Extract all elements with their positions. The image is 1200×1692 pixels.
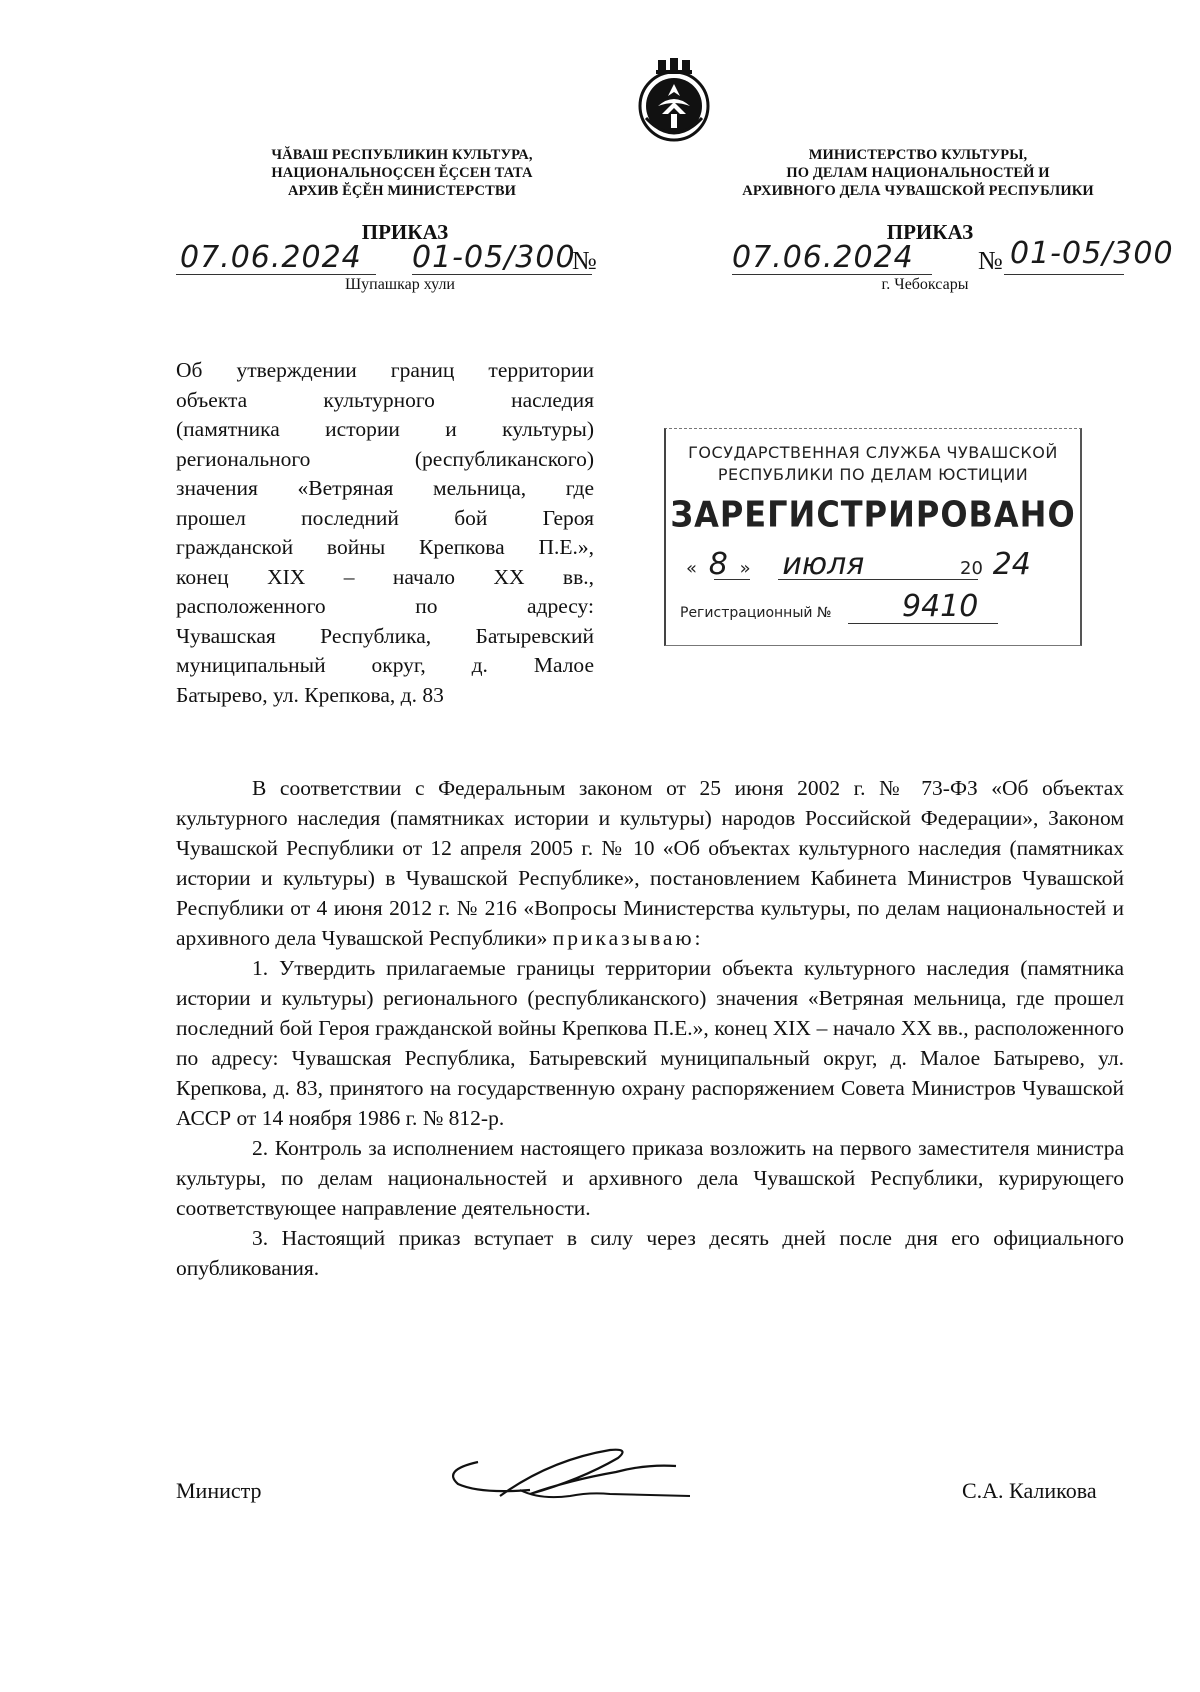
number-underline-left: [412, 274, 592, 275]
header-left-line: АРХИВ ĔÇĔН МИНИСТЕРСТВИ: [287, 183, 517, 199]
subject-line: объекта культурного наследия: [176, 387, 594, 412]
handwritten-date-left: 07.06.2024: [180, 240, 362, 275]
body-item-3: 3. Настоящий приказ вступает в силу через десять дней после дня его официального опубликования.: [176, 1226, 1124, 1280]
handwritten-number-left: 01-05/300: [412, 240, 576, 275]
header-left-line: НАЦИОНАЛЬНОÇСЕН ĔÇСЕН ТАТА: [271, 165, 533, 181]
order-body: [176, 773, 1124, 1283]
body-item-1: 1. Утвердить прилагаемые границы территории объекта культурного наследия (памятника истории и культуры) регионального (республиканского) значения «Ветряная мельница, где прошел последний бой Героя гражданской войны Крепкова П.Е.», конец XIX – начало XX вв., расположенного по адресу: Чувашская Республика, Батыревский муниципальный округ, д. Малое Батырево, ул. Крепкова, д. 83, принятого на государственную охрану распоряжением Совета Министров Чувашской АССР от 14 ноября 1986 г. № 812-р.: [176, 956, 1124, 1130]
city-right: г. Чебоксары: [881, 276, 969, 293]
number-sign-right: №: [978, 246, 1003, 275]
preamble-text: В соответствии с Федеральным законом от 25 июня 2002 г. № 73-ФЗ «Об объектах культурного наследия (памятниках истории и культуры) народов Российской Федерации», Законом Чувашской Республики от 12 апреля 2005 г. № 10 «Об объектах культурного наследия (памятниках истории и культуры) в Чувашской Республике», постановлением Кабинета Министров Чувашской Республики от 4 июня 2012 г. № 216 «Вопросы Министерства культуры, по делам национальностей и архивного дела Чувашской Республики»: [176, 776, 1124, 950]
header-left-line: ЧĂВАШ РЕСПУБЛИКИН КУЛЬТУРА,: [271, 147, 533, 163]
subject-line: конец XIX – начало XX вв.,: [176, 564, 594, 589]
stamp-agency-line1: ГОСУДАРСТВЕННАЯ СЛУЖБА ЧУВАШСКОЙ: [688, 443, 1058, 462]
doc-type-left: ПРИКАЗ: [361, 220, 449, 244]
header-right-line: МИНИСТЕРСТВО КУЛЬТУРЫ,: [808, 147, 1028, 163]
registration-stamp: [664, 428, 1082, 646]
stamp-registered-label: ЗАРЕГИСТРИРОВАНО: [670, 492, 1076, 536]
city-left: Шупашкар хули: [345, 276, 455, 293]
subject-line: расположенного по адресу:: [176, 594, 594, 618]
subject-line: (памятника истории и культуры): [176, 417, 594, 441]
signatory-title: Министр: [176, 1478, 262, 1503]
body-item-2: 2. Контроль за исполнением настоящего приказа возложить на первого заместителя министра культуры, по делам национальностей и архивного дела Чувашской Республики, курирующего соответствующее направление деятельности.: [176, 1136, 1124, 1220]
stamp-agency-line2: РЕСПУБЛИКИ ПО ДЕЛАМ ЮСТИЦИИ: [717, 465, 1029, 484]
doc-type-right: ПРИКАЗ: [886, 220, 974, 244]
stamp-quote-open: «: [686, 558, 698, 579]
number-sign-left: №: [572, 246, 597, 275]
subject-line: муниципальный округ, д. Малое: [176, 653, 594, 677]
date-underline-left: [176, 274, 376, 275]
header-right-line: АРХИВНОГО ДЕЛА ЧУВАШСКОЙ РЕСПУБЛИКИ: [742, 183, 1094, 199]
subject-line: гражданской войны Крепкова П.Е.»,: [176, 535, 594, 559]
subject-line: прошел последний бой Героя: [176, 505, 594, 530]
subject-line: Чувашская Республика, Батыревский: [176, 623, 594, 648]
signatory-name: С.А. Каликова: [962, 1478, 1097, 1503]
stamp-month-handwritten: июля: [782, 547, 865, 582]
stamp-quote-close: »: [739, 558, 751, 579]
stamp-day-underline: [714, 579, 750, 580]
subject-line: регионального (республиканского): [176, 446, 594, 471]
handwritten-date-right: 07.06.2024: [732, 240, 914, 275]
stamp-month-underline: [778, 579, 978, 580]
stamp-reg-underline: [848, 623, 998, 624]
date-underline-right: [732, 274, 932, 275]
stamp-year-prefix: 20: [960, 558, 983, 579]
subject-line: Батырево, ул. Крепкова, д. 83: [176, 682, 444, 707]
header-left-chuvash: [222, 146, 582, 200]
stamp-date: [686, 547, 1066, 582]
coat-of-arms-emblem: [628, 56, 720, 148]
handwritten-number-right: 01-05/300: [1010, 236, 1174, 271]
order-word: приказываю:: [552, 926, 704, 950]
stamp-reg-label: Регистрационный №: [680, 605, 832, 621]
order-subject: [176, 356, 594, 710]
stamp-year-handwritten: 24: [992, 547, 1031, 582]
body-preamble: [176, 773, 1124, 953]
subject-line: Об утверждении границ территории: [176, 358, 594, 382]
handwritten-signature: [440, 1440, 690, 1520]
stamp-day-handwritten: 8: [708, 547, 728, 582]
number-underline-right: [1004, 274, 1124, 275]
subject-line: значения «Ветряная мельница, где: [176, 476, 594, 500]
header-right-russian: [708, 146, 1128, 200]
header-right-line: ПО ДЕЛАМ НАЦИОНАЛЬНОСТЕЙ И: [786, 165, 1050, 181]
stamp-reg-number-handwritten: 9410: [902, 589, 979, 624]
